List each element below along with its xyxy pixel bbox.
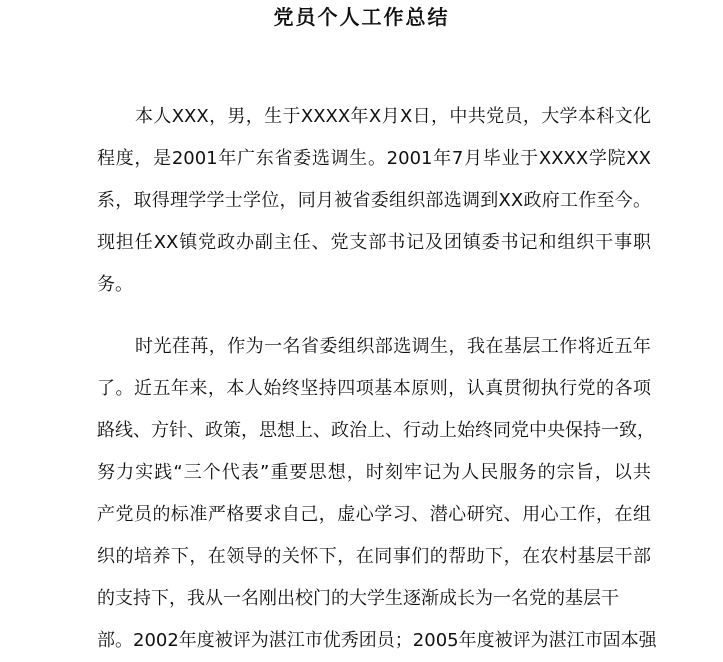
paragraph-work-summary — [97, 326, 657, 662]
text-line: 时光荏苒，作为一名省委组织部选调生，我在基层工作将近五年 — [135, 336, 651, 357]
text-line: 系，取得理学学士学位，同月被省委组织部选调到XX政府工作至今。 — [97, 190, 651, 211]
text-line: 努力实践“三个代表”重要思想，时刻牢记为人民服务的宗旨，以共 — [97, 462, 651, 483]
text-line: 路线、方针、政策，思想上、政治上、行动上始终同党中央保持一致， — [97, 420, 655, 441]
text-line: 程度，是2001年广东省委选调生。2001年7月毕业于XXXX学院XX — [97, 148, 651, 169]
text-line: 务。 — [97, 274, 133, 295]
text-line: 织的培养下，在领导的关怀下，在同事们的帮助下，在农村基层干部 — [97, 546, 651, 567]
text-line: 的支持下，我从一名刚出校门的大学生逐渐成长为一名党的基层干 — [97, 588, 619, 609]
text-line: 本人XXX，男，生于XXXX年X月X日，中共党员，大学本科文化 — [135, 106, 651, 127]
text-line: 了。近五年来，本人始终坚持四项基本原则，认真贯彻执行党的各项 — [97, 378, 651, 399]
paragraph-personal-info — [97, 96, 651, 306]
text-line: 现担任XX镇党政办副主任、党支部书记及团镇委书记和组织干事职 — [97, 232, 651, 253]
text-line: 产党员的标准严格要求自己，虚心学习、潜心研究、用心工作，在组 — [97, 504, 651, 525]
document-title: 党员个人工作总结 — [273, 5, 450, 29]
text-line: 部。2002年度被评为湛江市优秀团员；2005年度被评为湛江市固本强 — [97, 630, 657, 651]
